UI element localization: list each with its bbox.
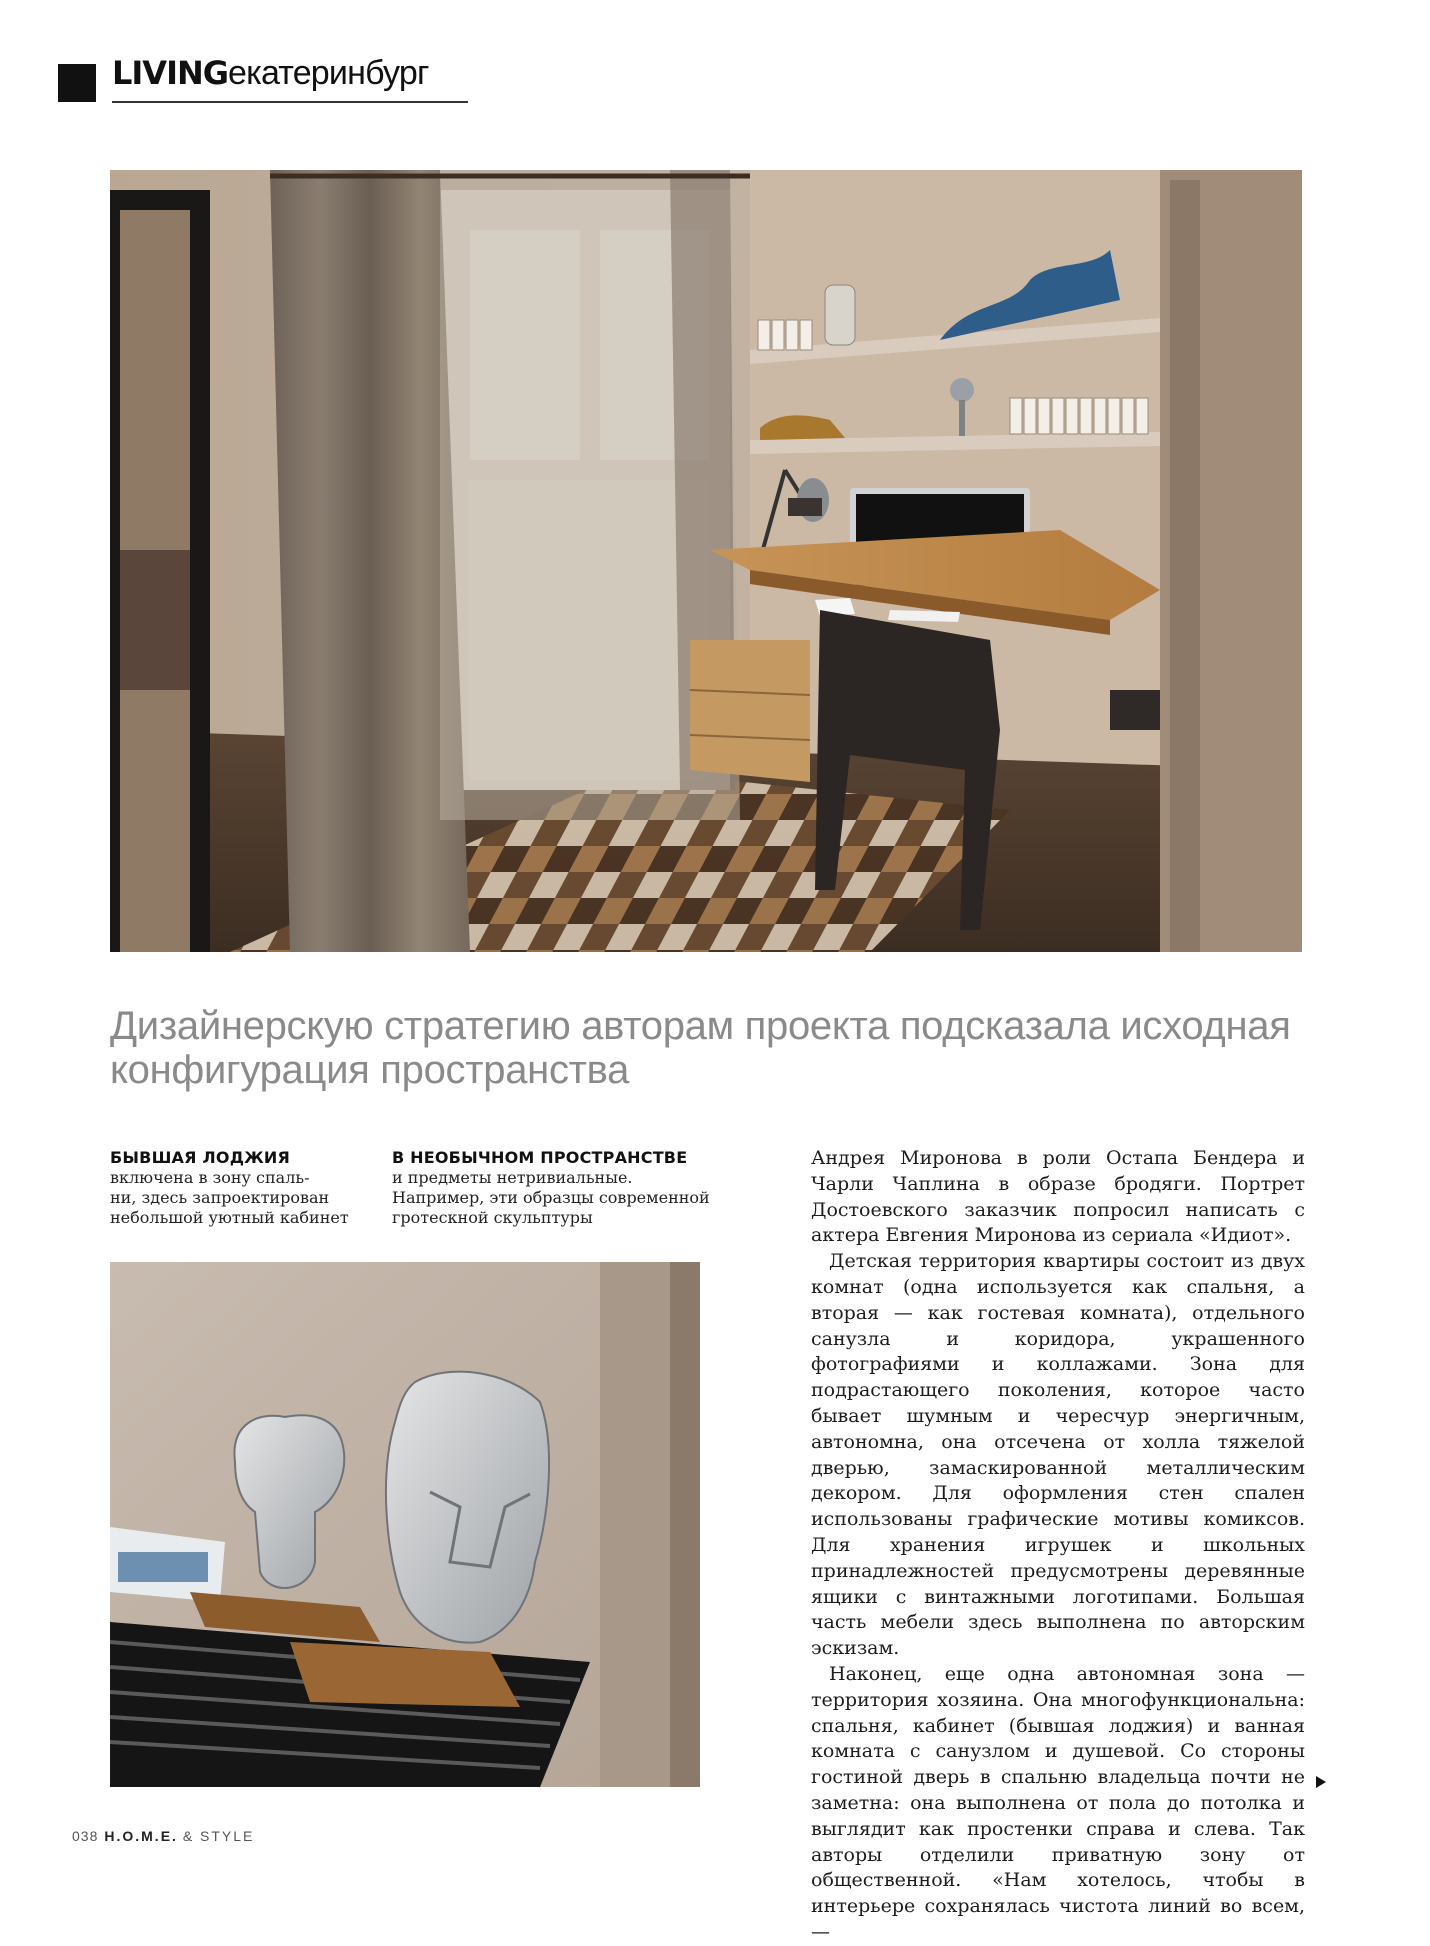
main-photo: [110, 170, 1302, 952]
caption-line: и предметы нетривиальные.: [392, 1168, 633, 1187]
section-rule: [112, 101, 468, 103]
page-number: 038: [72, 1828, 99, 1844]
secondary-photo: [110, 1262, 700, 1787]
section-marker: [58, 64, 96, 102]
body-paragraph: Детская территория квартиры состоит из двух комнат (одна используется как спальня, а вторая — как гостевая комната), отдельного санузла и коридора, украшенного фотографиями и коллажами. Зона для подрастающего поколения, которое часто бывает шумным и чересчур энергичным, автономна, она отсечена от холла тяжелой дверью, замаскированной металлическим декором. Для оформления стен спален использованы графические мотивы комиксов. Для хранения игрушек и школьных принадлежностей предусмотрены деревянные ящики с винтажными логотипами. Большая часть мебели здесь выполнена по авторским эскизам.: [811, 1250, 1305, 1660]
caption-line: ни, здесь запроектирован: [110, 1188, 330, 1207]
caption-title: В НЕОБЫЧНОМ ПРОСТРАНСТВЕ: [392, 1148, 688, 1167]
pull-quote-headline: Дизайнерскую стратегию авторам проекта подсказала исходная конфигурация пространства: [110, 1004, 1291, 1092]
caption-line: включена в зону спаль-: [110, 1168, 310, 1187]
caption-title: БЫВШАЯ ЛОДЖИЯ: [110, 1148, 291, 1167]
caption-line: Например, эти образцы современной: [392, 1188, 710, 1207]
article-body: [811, 1146, 1305, 1946]
section-title-bold: LIVING: [112, 54, 229, 92]
magazine-name-suffix: & STYLE: [182, 1828, 255, 1844]
body-paragraph: Андрея Миронова в роли Остапа Бендера и Чарли Чаплина в образе бродяги. Портрет Достоевского заказчик попросил написать с актера Евгения Миронова из сериала «Идиот».: [811, 1147, 1305, 1247]
magazine-name: H.O.M.E.: [104, 1828, 178, 1844]
page-footer: [72, 1828, 254, 1844]
section-title: [112, 56, 429, 90]
caption-line: небольшой уютный кабинет: [110, 1208, 349, 1227]
body-paragraph: Наконец, еще одна автономная зона — территория хозяина. Она многофункциональна: спальня, кабинет (бывшая лоджия) и ванная комната с санузлом и душевой. Со стороны гостиной дверь в спальню владельца почти не заметна: она выполнена от пола до потолка и выглядит как простенки справа и слева. Так авторы отделили приватную зону от общественной. «Нам хотелось, чтобы в интерьере сохранялась чистота линий во всем, —: [811, 1662, 1305, 1943]
caption-line: гротескной скульптуры: [392, 1208, 593, 1227]
photo-caption-sculpture: [392, 1148, 712, 1228]
photo-caption-loggia: [110, 1148, 360, 1228]
section-title-city: екатеринбург: [228, 54, 429, 92]
continue-arrow-icon: [1316, 1776, 1326, 1788]
